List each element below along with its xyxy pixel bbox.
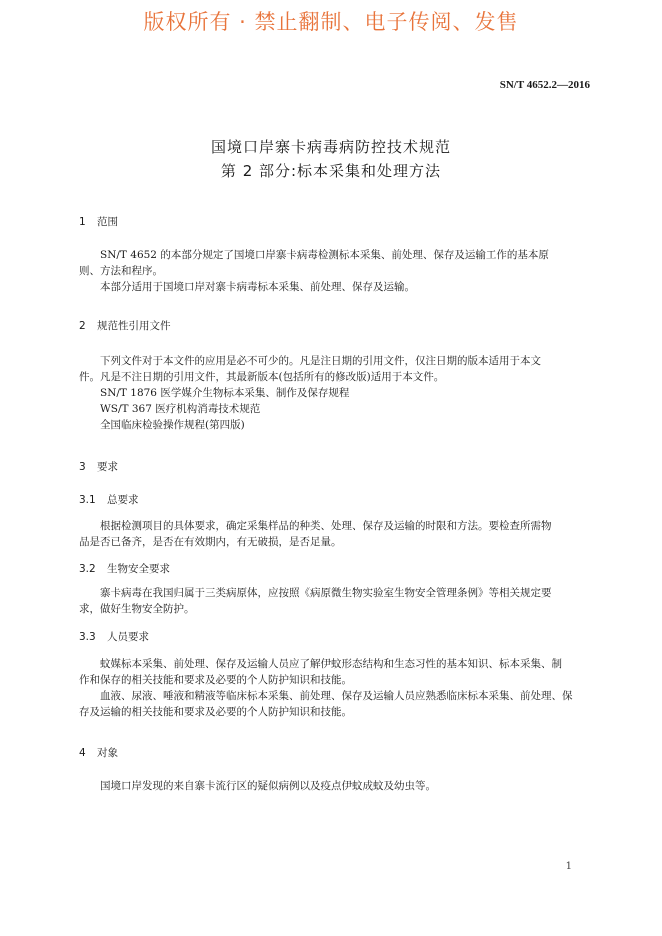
- section-title: 生物安全要求: [107, 563, 170, 575]
- watermark-banner: 版权所有 · 禁止翻制、电子传阅、发售: [143, 10, 519, 34]
- text-line: 求，做好生物安全防护。: [79, 603, 195, 615]
- document-code: SN/T 4652.2—2016: [499, 79, 590, 91]
- text-line: 下列文件对于本文件的应用是必不可少的。凡是注日期的引用文件，仅注日期的版本适用于本文: [100, 355, 541, 367]
- section-title: 规范性引用文件: [97, 320, 171, 332]
- section-1-paragraph: [79, 247, 591, 295]
- section-3-2-heading: [79, 561, 170, 576]
- section-1-heading: [79, 214, 118, 229]
- page-number: 1: [565, 861, 572, 872]
- text-line: 件。凡是不注日期的引用文件，其最新版本(包括所有的修改版)适用于本文件。: [79, 371, 445, 383]
- section-3-1-heading: [79, 492, 139, 507]
- section-2-heading: [79, 318, 171, 333]
- document-title: 国境口岸寨卡病毒病防控技术规范: [210, 138, 451, 156]
- section-number: 3.2: [79, 563, 96, 575]
- section-3-3-paragraph: [79, 656, 591, 720]
- text-line: 作和保存的相关技能和要求及必要的个人防护知识和技能。: [79, 674, 352, 686]
- section-title: 总要求: [107, 494, 139, 506]
- reference-item: WS/T 367 医疗机构消毒技术规范: [100, 403, 261, 415]
- text-line: 品是否已备齐，是否在有效期内，有无破损，是否足量。: [79, 536, 342, 548]
- section-number: 3.3: [79, 631, 96, 643]
- text-line: 寨卡病毒在我国归属于三类病原体，应按照《病原微生物实验室生物安全管理条例》等相关规定要: [100, 587, 552, 599]
- document-subtitle: 第 2 部分:标本采集和处理方法: [220, 162, 442, 180]
- text-line: 国境口岸发现的来自寨卡流行区的疑似病例以及疫点伊蚊成蚊及幼虫等。: [100, 780, 436, 792]
- section-title: 范围: [97, 216, 118, 228]
- section-3-1-paragraph: [79, 518, 591, 550]
- text-line: 根据检测项目的具体要求，确定采集样品的种类、处理、保存及运输的时限和方法。要检查所需物: [100, 520, 552, 532]
- section-number: 3.1: [79, 494, 96, 506]
- section-4-paragraph: [79, 778, 591, 794]
- section-2-paragraph: [79, 353, 591, 433]
- text-line: 血液、尿液、唾液和精液等临床标本采集、前处理、保存及运输人员应熟悉临床标本采集、前处理、保: [100, 690, 573, 702]
- text-line: 则、方法和程序。: [79, 265, 163, 277]
- section-number: 3: [79, 461, 86, 473]
- text-line: 本部分适用于国境口岸对寨卡病毒标本采集、前处理、保存及运输。: [100, 281, 415, 293]
- section-number: 2: [79, 320, 86, 332]
- section-title: 人员要求: [107, 631, 149, 643]
- section-3-3-heading: [79, 629, 149, 644]
- section-number: 1: [79, 216, 86, 228]
- section-3-heading: [79, 459, 118, 474]
- section-title: 要求: [97, 461, 118, 473]
- section-title: 对象: [97, 747, 118, 759]
- section-number: 4: [79, 747, 86, 759]
- text-line: 蚊媒标本采集、前处理、保存及运输人员应了解伊蚊形态结构和生态习性的基本知识、标本采集、制: [100, 658, 562, 670]
- reference-item: SN/T 1876 医学媒介生物标本采集、制作及保存规程: [100, 387, 350, 399]
- text-line: SN/T 4652 的本部分规定了国境口岸寨卡病毒检测标本采集、前处理、保存及运输工作的基本原: [100, 249, 549, 261]
- reference-item: 全国临床检验操作规程(第四版): [100, 419, 245, 431]
- section-4-heading: [79, 745, 118, 760]
- text-line: 存及运输的相关技能和要求及必要的个人防护知识和技能。: [79, 706, 352, 718]
- section-3-2-paragraph: [79, 585, 591, 617]
